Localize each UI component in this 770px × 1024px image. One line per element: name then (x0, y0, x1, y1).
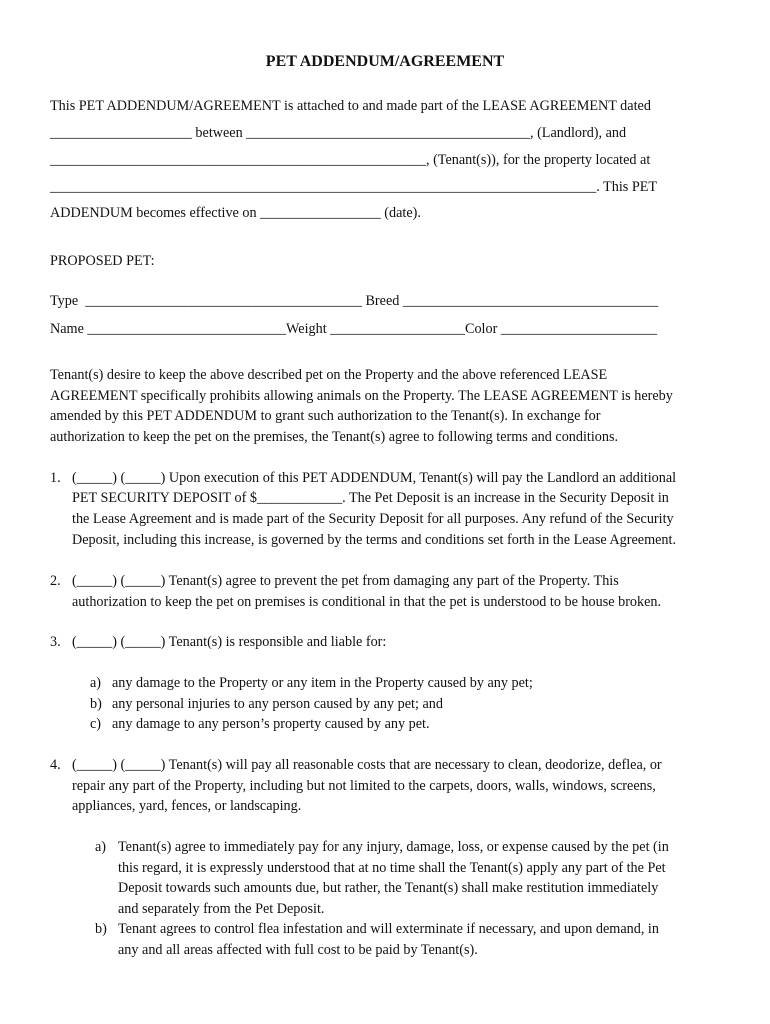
sub-item-text: any damage to any person’s property caused by any pet. (112, 716, 430, 732)
sub-item-text: Deposit towards such amounts due, but rather, the Tenant(s) shall make restitution immediately (118, 880, 659, 896)
clause-line: (_____) (_____) Tenant(s) is responsible and liable for: (72, 634, 387, 650)
clause-number: 3. (50, 634, 61, 650)
pet-name-weight-color-line: Name ____________________________Weight ___________________Color ______________________ (50, 321, 657, 337)
intro-line: _____________________________________________________________________________. This PET (50, 179, 658, 195)
clause-line: (_____) (_____) Tenant(s) will pay all reasonable costs that are necessary to clean, deodorize, deflea, or (72, 757, 662, 773)
clause-number: 4. (50, 757, 61, 773)
clause-line: appliances, yard, fences, or landscaping. (72, 798, 302, 814)
sub-item-text: this regard, it is expressly understood that at no time shall the Tenant(s) apply any part of the Pet (118, 860, 666, 876)
sub-item-text: Tenant(s) agree to immediately pay for any injury, damage, loss, or expense caused by the pet (in (118, 839, 669, 855)
sub-item-text: any personal injuries to any person caused by any pet; and (112, 696, 443, 712)
sub-item-label: b) (90, 696, 102, 712)
clause-line: authorization to keep the pet on premises is conditional in that the pet is understood to be house broken. (72, 594, 662, 610)
clause-line: the Lease Agreement and is made part of the Security Deposit for all purposes. Any refund of the Security (72, 511, 674, 527)
preamble-line: Tenant(s) desire to keep the above described pet on the Property and the above referenced LEASE (50, 367, 608, 383)
sub-item-text: Tenant agrees to control flea infestation and will exterminate if necessary, and upon demand, in (118, 921, 659, 937)
sub-item-label: b) (95, 921, 107, 937)
sub-item-label: a) (90, 675, 102, 691)
preamble-line: authorization to keep the pet on the premises, the Tenant(s) agree to following terms and conditions. (50, 429, 619, 445)
sub-item-label: c) (90, 716, 102, 732)
sub-item-label: a) (95, 839, 107, 855)
clause-line: (_____) (_____) Tenant(s) agree to prevent the pet from damaging any part of the Property. This (72, 573, 619, 589)
intro-line: _____________________________________________________, (Tenant(s)), for the property located at (50, 152, 651, 168)
sub-item-text: any damage to the Property or any item in the Property caused by any pet; (112, 675, 533, 691)
clause-line: Deposit, including this increase, is governed by the terms and conditions set forth in the Lease Agreement. (72, 532, 677, 548)
clause-number: 2. (50, 573, 61, 589)
intro-line: This PET ADDENDUM/AGREEMENT is attached to and made part of the LEASE AGREEMENT dated (50, 98, 651, 114)
pet-type-breed-line: Type _______________________________________ Breed ____________________________________ (50, 293, 659, 309)
preamble-line: AGREEMENT specifically prohibits allowing animals on the Property. The LEASE AGREEMENT is hereby (50, 388, 673, 404)
intro-line: ____________________ between ________________________________________, (Landlord), and (50, 125, 627, 141)
clause-line: (_____) (_____) Upon execution of this PET ADDENDUM, Tenant(s) will pay the Landlord an additional (72, 470, 677, 486)
clause-line: repair any part of the Property, including but not limited to the carpets, doors, walls, windows, screens, (72, 778, 656, 794)
proposed-pet-heading: PROPOSED PET: (50, 253, 155, 269)
sub-item-text: and separately from the Pet Deposit. (118, 901, 325, 917)
clause-number: 1. (50, 470, 61, 486)
intro-line: ADDENDUM becomes effective on _________________ (date). (50, 205, 421, 221)
page-title: PET ADDENDUM/AGREEMENT (265, 53, 505, 70)
preamble-line: amended by this PET ADDENDUM to grant such authorization to the Tenant(s). In exchange for (50, 408, 601, 424)
clause-line: PET SECURITY DEPOSIT of $____________. The Pet Deposit is an increase in the Security Deposit in (72, 490, 669, 506)
sub-item-text: any and all areas affected with full cost to be paid by Tenant(s). (118, 942, 478, 958)
